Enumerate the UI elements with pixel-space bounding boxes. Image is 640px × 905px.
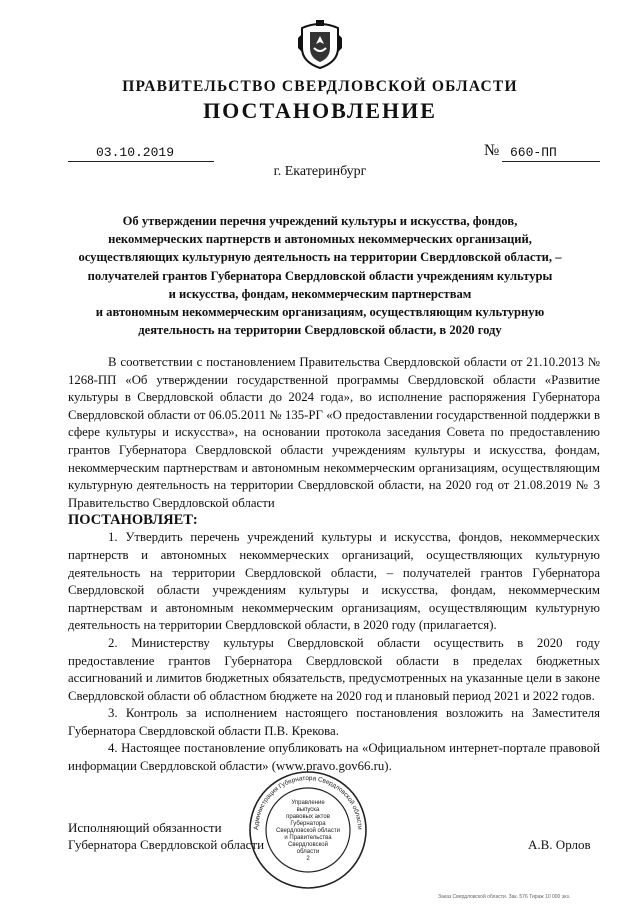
stamp-text: Свердловской [288, 842, 328, 848]
document-body [68, 354, 600, 776]
official-stamp [246, 768, 370, 892]
signer-position-line2: Губернатора Свердловской области [68, 837, 265, 852]
preamble-paragraph: В соответствии с постановлением Правительства Свердловской области от 21.10.2013 № 1268-ПП «Об утверждении государственной программы Свердловской области «Развитие культуры в Свердловской области до 2024 года», во исполнение распоряжения Губернатора Свердловской области от 06.05.2011 № 135-РГ «О предоставлении государственной поддержки в сфере культуры и искусства», на основании протокола заседания Совета по предоставлению грантов Губернатора Свердловской области учреждениям культуры и искусства, фондам, некоммерческим партнерствам и автономным некоммерческим организациям, осуществляющим культурную деятельность на территории Свердловской области, на 2020 год от 21.08.2019 № 3 Правительство Свердловской области [68, 355, 600, 510]
item-paragraph: 1. Утвердить перечень учреждений культуры и искусства, фондов, некоммерческих партнерств и автономных некоммерческих организаций, осуществляющих культурную деятельность на территории Свердловской области, – получателей грантов Губернатора Свердловской области учреждениям культуры и искусства, фондам, некоммерческим партнерствам и автономным некоммерческим организациям, осуществляющим культурную деятельность на территории Свердловской области, в 2020 году (прилагается). [68, 530, 600, 633]
title-line: и искусства, фондам, некоммерческим партнерствам [168, 286, 472, 301]
title-line: получателей грантов Губернатора Свердловской области учреждениям культуры [87, 268, 553, 283]
title-line: деятельность на территории Свердловской области, в 2020 году [138, 323, 502, 338]
city-name: г. Екатеринбург [273, 164, 367, 179]
print-footer: Заказ Свердловской области. Зак. 576 Тираж 10 000 экз. [438, 894, 571, 900]
document-title [40, 212, 600, 339]
stamp-text: правовых актов [286, 814, 330, 820]
item-paragraph: 3. Контроль за исполнением настоящего постановления возложить на Заместителя Губернатора Свердловской области П.В. Крекова. [68, 706, 600, 738]
item-paragraph: 2. Министерству культуры Свердловской области осуществить в 2020 году предоставление грантов Губернатора Свердловской области в пределах бюджетных ассигнований и лимитов бюджетных обязательств, предусмотренных на указанные цели в законе Свердловской области об областном бюджете на 2020 год и плановый период 2021 и 2022 годов. [68, 635, 600, 703]
government-name: ПРАВИТЕЛЬСТВО СВЕРДЛОВСКОЙ ОБЛАСТИ [122, 78, 518, 95]
stamp-text: выпуска [296, 807, 320, 813]
coat-of-arms-emblem [296, 18, 344, 70]
stamp-ring-text: Администрация Губернатора Свердловской области [252, 774, 364, 831]
document-type: ПОСТАНОВЛЕНИЕ [203, 98, 437, 123]
stamp-text: Управление [291, 800, 325, 806]
title-line: некоммерческих партнерств и автономных некоммерческих организаций, [108, 232, 532, 247]
signer-position-line1: Исполняющий обязанности [68, 820, 222, 835]
title-line: и автономным некоммерческим организациям, осуществляющим культурную [95, 305, 545, 320]
stamp-text: и Правительства [284, 835, 332, 841]
signer-name: А.В. Орлов [528, 837, 591, 852]
stamp-text: области [296, 849, 320, 855]
stamp-text: 2 [306, 856, 310, 862]
document-date: 03.10.2019 [68, 144, 214, 162]
stamp-text: Губернатора [290, 821, 326, 827]
title-line: осуществляющих культурную деятельность на территории Свердловской области, – [78, 250, 562, 265]
number-label: № [484, 142, 500, 159]
title-line: Об утверждении перечня учреждений культуры и искусства, фондов, [122, 214, 518, 228]
resolve-heading: ПОСТАНОВЛЯЕТ: [68, 512, 198, 529]
item-paragraph: 4. Настоящее постановление опубликовать на «Официальном интернет-портале правовой информации Свердловской области» (www.pravo.gov66.ru). [68, 741, 600, 774]
document-number: 660-ПП [502, 144, 600, 162]
stamp-text: Свердловской области [275, 828, 341, 834]
